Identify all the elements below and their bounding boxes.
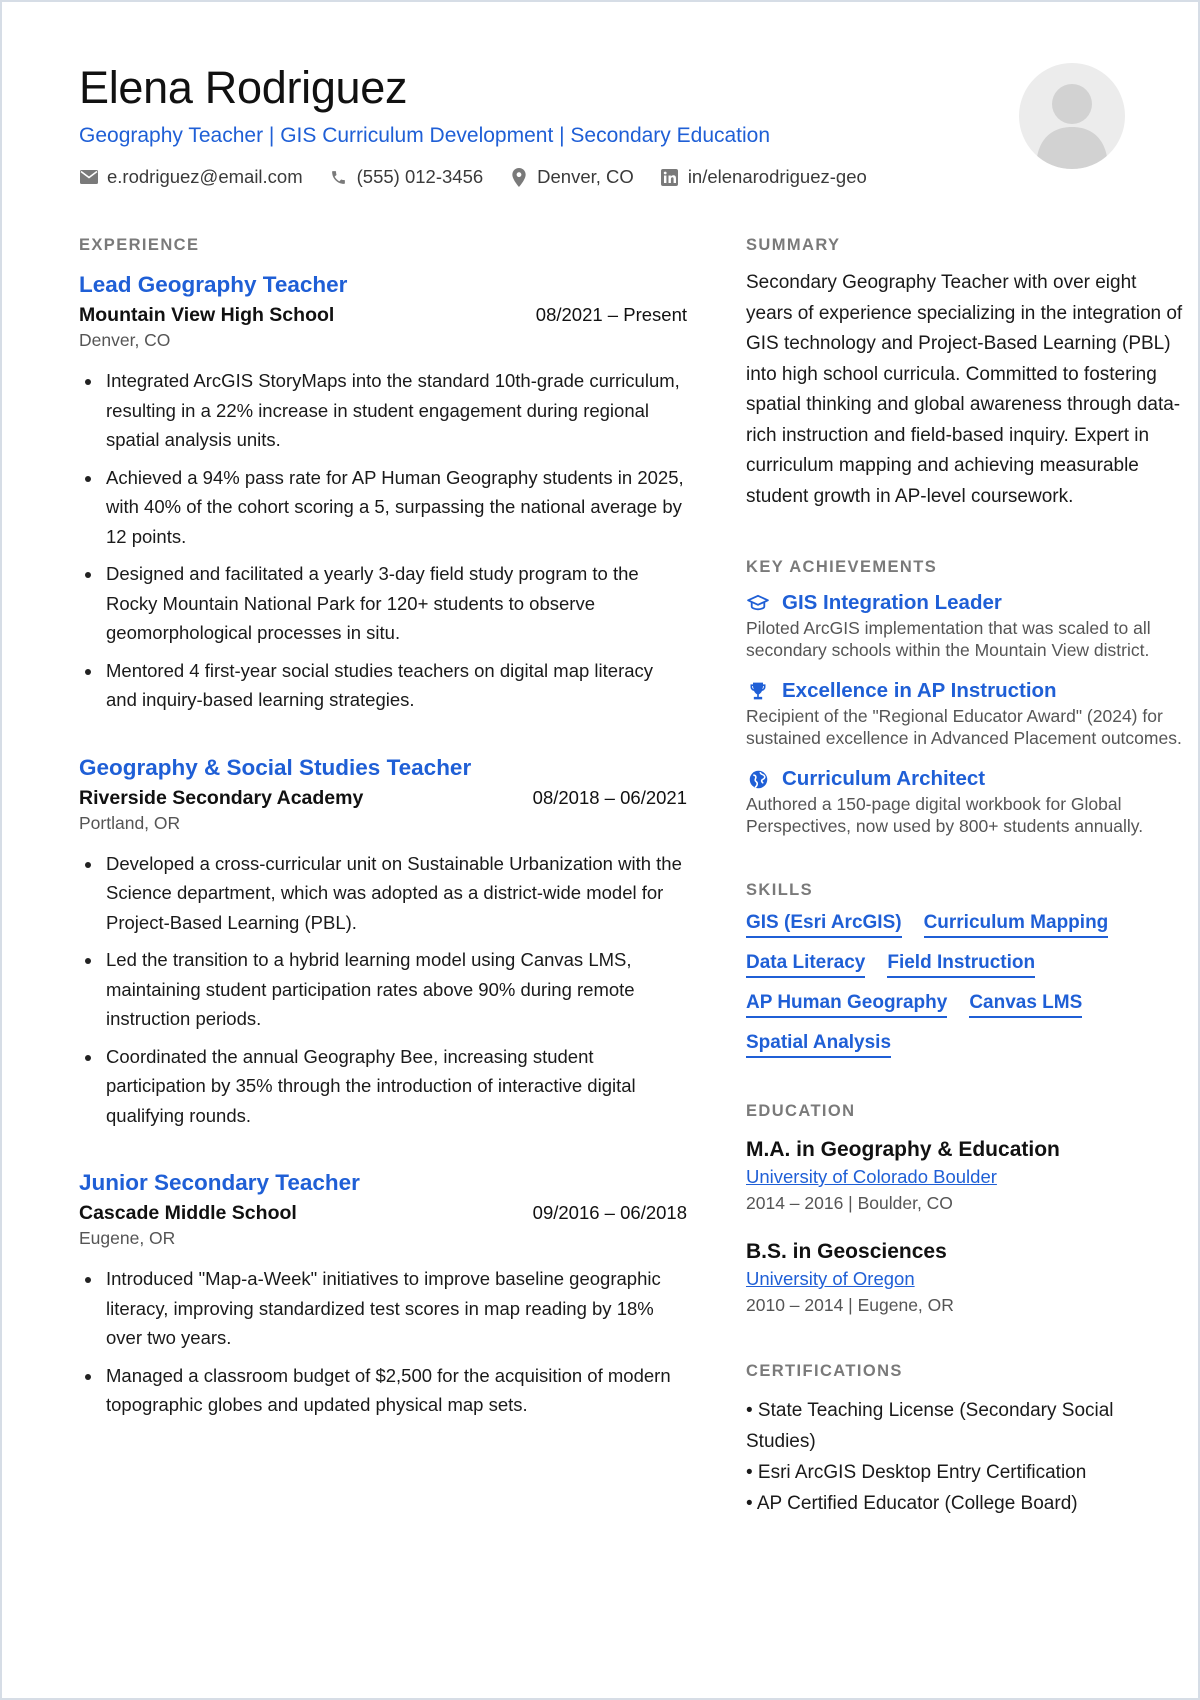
list-item: Led the transition to a hybrid learning model using Canvas LMS, maintaining student participation rates above 90% during remote instruction periods.	[79, 945, 687, 1034]
summary-heading: SUMMARY	[746, 236, 841, 254]
job-bullets	[79, 366, 687, 715]
job-organization: Mountain View High School	[79, 304, 335, 326]
skills-list	[746, 911, 1166, 1058]
list-item: Introduced "Map-a-Week" initiatives to improve baseline geographic literacy, improving standardized test scores in map reading by 18% over two years.	[79, 1264, 687, 1353]
linkedin-icon	[660, 167, 680, 187]
trophy-icon	[746, 679, 770, 703]
graduation-cap-icon	[746, 591, 770, 615]
avatar-placeholder-icon	[1019, 63, 1125, 169]
skills-section	[746, 879, 1186, 1058]
job-title: Junior Secondary Teacher	[79, 1170, 360, 1195]
list-item: • Esri ArcGIS Desktop Entry Certification	[746, 1462, 1087, 1483]
achievements-section	[746, 556, 1186, 837]
candidate-name: Elena Rodriguez	[79, 62, 408, 113]
education-item	[746, 1238, 1186, 1318]
list-item: Designed and facilitated a yearly 3-day field study program to the Rocky Mountain National Park for 120+ students to observe geomorphological processes in situ.	[79, 559, 687, 648]
job-dates: 08/2021 – Present	[535, 304, 687, 325]
skill-tag[interactable]: Curriculum Mapping	[924, 911, 1109, 938]
contact-email[interactable]	[79, 164, 303, 190]
job-location: Eugene, OR	[79, 1228, 176, 1248]
contact-bar	[79, 164, 1119, 190]
skill-tag[interactable]: Field Instruction	[887, 951, 1035, 978]
contact-linkedin[interactable]	[660, 164, 867, 190]
linkedin-text: in/elenarodriguez-geo	[687, 166, 867, 187]
job-title: Lead Geography Teacher	[79, 272, 348, 297]
left-column	[79, 234, 687, 1428]
skills-heading: SKILLS	[746, 881, 814, 899]
degree-title: B.S. in Geosciences	[746, 1240, 947, 1263]
globe-icon	[746, 767, 770, 791]
resume-header	[79, 60, 1119, 190]
job-bullets	[79, 1264, 687, 1420]
degree-title: M.A. in Geography & Education	[746, 1138, 1060, 1161]
skill-tag[interactable]: Data Literacy	[746, 951, 865, 978]
certifications-section	[746, 1360, 1186, 1519]
list-item: Coordinated the annual Geography Bee, increasing student participation by 35% through the introduction of interactive digital qualifying rounds.	[79, 1042, 687, 1131]
location-text: Denver, CO	[537, 166, 634, 187]
achievement-item	[746, 590, 1186, 661]
contact-phone[interactable]	[329, 164, 484, 190]
contact-location	[509, 164, 634, 190]
skill-tag[interactable]: Canvas LMS	[969, 991, 1082, 1018]
achievement-description: Authored a 150-page digital workbook for Global Perspectives, now used by 800+ students annually.	[746, 794, 1144, 836]
job-location: Portland, OR	[79, 812, 181, 833]
education-item	[746, 1136, 1186, 1216]
achievement-item	[746, 766, 1186, 837]
education-section	[746, 1100, 1186, 1318]
job-dates: 08/2018 – 06/2021	[532, 786, 687, 808]
mail-icon	[79, 167, 99, 187]
skill-tag[interactable]: Spatial Analysis	[746, 1031, 891, 1058]
achievement-item	[746, 678, 1186, 749]
job-bullets	[79, 849, 687, 1131]
list-item: Managed a classroom budget of $2,500 for the acquisition of modern topographic globes and updated physical map sets.	[79, 1361, 687, 1420]
phone-icon	[329, 167, 349, 187]
list-item: • AP Certified Educator (College Board)	[746, 1493, 1078, 1514]
job-entry	[79, 270, 687, 715]
achievement-title: GIS Integration Leader	[782, 591, 1002, 614]
email-text: e.rodriguez@email.com	[107, 166, 303, 187]
experience-heading: EXPERIENCE	[79, 236, 200, 254]
professional-tagline: Geography Teacher | GIS Curriculum Development | Secondary Education	[79, 124, 771, 147]
skill-tag[interactable]: AP Human Geography	[746, 991, 947, 1018]
education-heading: EDUCATION	[746, 1102, 856, 1120]
job-entry	[79, 1168, 687, 1420]
education-meta: 2014 – 2016 | Boulder, CO	[746, 1193, 953, 1213]
phone-text: (555) 012-3456	[356, 166, 484, 187]
achievements-heading: KEY ACHIEVEMENTS	[746, 558, 938, 576]
list-item: Achieved a 94% pass rate for AP Human Geography students in 2025, with 40% of the cohort scoring a 5, surpassing the national average by 12 points.	[79, 463, 687, 552]
school-link[interactable]: University of Colorado Boulder	[746, 1166, 997, 1187]
achievement-description: Piloted ArcGIS implementation that was scaled to all secondary schools within the Mountain View district.	[746, 618, 1151, 660]
list-item: Integrated ArcGIS StoryMaps into the standard 10th-grade curriculum, resulting in a 22% increase in student engagement during regional spatial analysis units.	[79, 366, 687, 455]
school-link[interactable]: University of Oregon	[746, 1268, 915, 1289]
right-column	[746, 234, 1186, 1519]
certifications-heading: CERTIFICATIONS	[746, 1362, 903, 1380]
achievement-description: Recipient of the "Regional Educator Award" (2024) for sustained excellence in Advanced Placement outcomes.	[746, 706, 1182, 748]
job-organization: Cascade Middle School	[79, 1202, 297, 1224]
avatar	[1019, 63, 1125, 169]
list-item: Mentored 4 first-year social studies teachers on digital map literacy and inquiry-based learning strategies.	[79, 656, 687, 715]
job-dates: 09/2016 – 06/2018	[532, 1202, 687, 1223]
certifications-list	[746, 1395, 1186, 1519]
skill-tag[interactable]: GIS (Esri ArcGIS)	[746, 911, 902, 938]
job-organization: Riverside Secondary Academy	[79, 786, 364, 809]
education-meta: 2010 – 2014 | Eugene, OR	[746, 1295, 954, 1315]
location-pin-icon	[509, 167, 529, 187]
job-entry	[79, 753, 687, 1131]
job-location: Denver, CO	[79, 330, 171, 350]
achievement-title: Curriculum Architect	[782, 767, 986, 790]
list-item: • State Teaching License (Secondary Social Studies)	[746, 1400, 1114, 1452]
achievement-title: Excellence in AP Instruction	[782, 679, 1057, 702]
job-title: Geography & Social Studies Teacher	[79, 754, 472, 780]
list-item: Developed a cross-curricular unit on Sustainable Urbanization with the Science department, which was adopted as a district-wide model for Project-Based Learning (PBL).	[79, 849, 687, 938]
summary-text: Secondary Geography Teacher with over eight years of experience specializing in the integration of GIS technology and Project-Based Learning (PBL) into high school curricula. Committed to fostering spatial thinking and global awareness through data-rich instruction and field-based inquiry. Expert in curriculum mapping and achieving measurable student growth in AP-level coursework.	[746, 272, 1183, 507]
